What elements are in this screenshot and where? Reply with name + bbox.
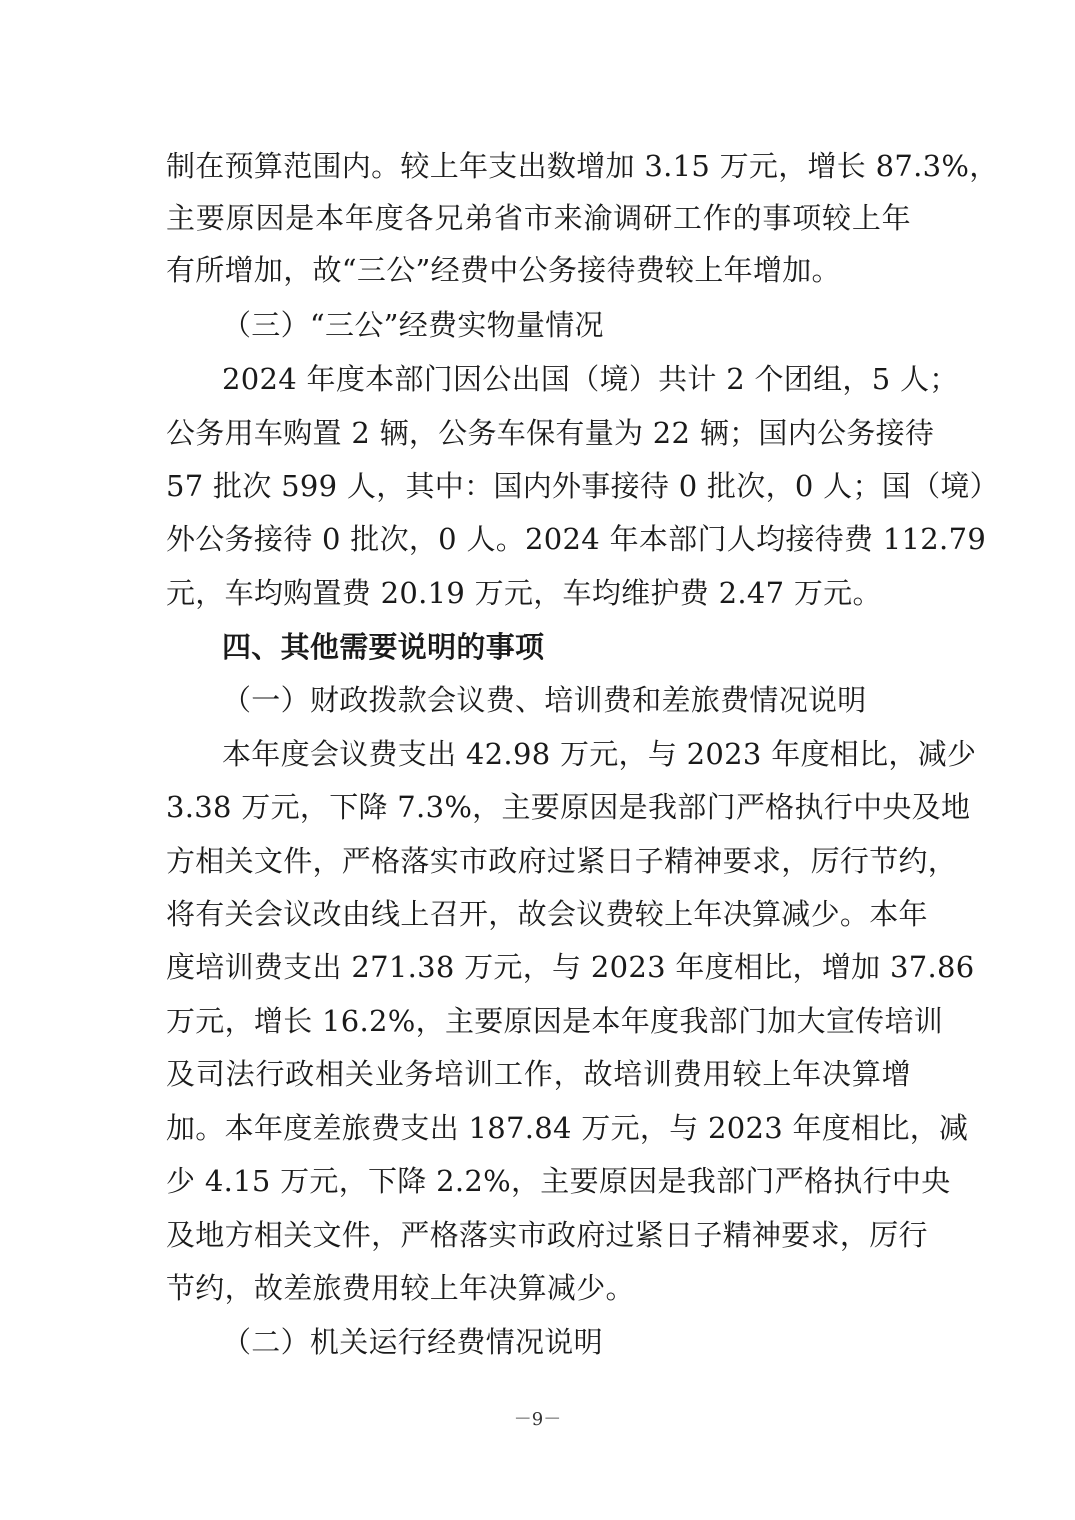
paragraph-line: 加。本年度差旅费支出 187.84 万元，与 2023 年度相比，减 <box>166 1111 969 1145</box>
paragraph-line: 及司法行政相关业务培训工作，故培训费用较上年决算增 <box>166 1057 911 1091</box>
paragraph-line: 3.38 万元，下降 7.3%，主要原因是我部门严格执行中央及地 <box>166 790 971 824</box>
paragraph-line: 2024 年度本部门因公出国（境）共计 2 个团组，5 人； <box>222 362 959 396</box>
paragraph-line: 有所增加，故“三公”经费中公务接待费较上年增加。 <box>166 253 841 287</box>
section-subheading: （二）机关运行经费情况说明 <box>222 1325 603 1359</box>
paragraph-line: 将有关会议改由线上召开，故会议费较上年决算减少。本年 <box>166 897 928 931</box>
paragraph-line: 少 4.15 万元，下降 2.2%，主要原因是我部门严格执行中央 <box>166 1164 951 1198</box>
section-subheading: （一）财政拨款会议费、培训费和差旅费情况说明 <box>222 683 867 717</box>
section-subheading: （三）“三公”经费实物量情况 <box>222 308 604 342</box>
paragraph-line: 万元，增长 16.2%，主要原因是本年度我部门加大宣传培训 <box>166 1004 944 1038</box>
section-heading: 四、其他需要说明的事项 <box>222 630 545 664</box>
paragraph-line: 外公务接待 0 批次，0 人。2024 年本部门人均接待费 112.79 <box>166 522 987 556</box>
paragraph-line: 节约，故差旅费用较上年决算减少。 <box>166 1271 635 1305</box>
paragraph-line: 57 批次 599 人，其中：国内外事接待 0 批次，0 人；国（境） <box>166 469 999 503</box>
paragraph-line: 公务用车购置 2 辆，公务车保有量为 22 辆；国内公务接待 <box>166 416 935 450</box>
paragraph-line: 制在预算范围内。较上年支出数增加 3.15 万元，增长 87.3%， <box>166 149 999 183</box>
paragraph-line: 度培训费支出 271.38 万元，与 2023 年度相比，增加 37.86 <box>166 950 975 984</box>
paragraph-line: 主要原因是本年度各兄弟省市来渝调研工作的事项较上年 <box>166 201 911 235</box>
paragraph-line: 方相关文件，严格落实市政府过紧日子精神要求，厉行节约， <box>166 844 958 878</box>
paragraph-line: 本年度会议费支出 42.98 万元，与 2023 年度相比，减少 <box>222 737 977 771</box>
page-number: －9－ <box>513 1409 562 1430</box>
paragraph-line: 及地方相关文件，严格落实市政府过紧日子精神要求，厉行 <box>166 1218 928 1252</box>
paragraph-line: 元，车均购置费 20.19 万元，车均维护费 2.47 万元。 <box>166 576 882 610</box>
